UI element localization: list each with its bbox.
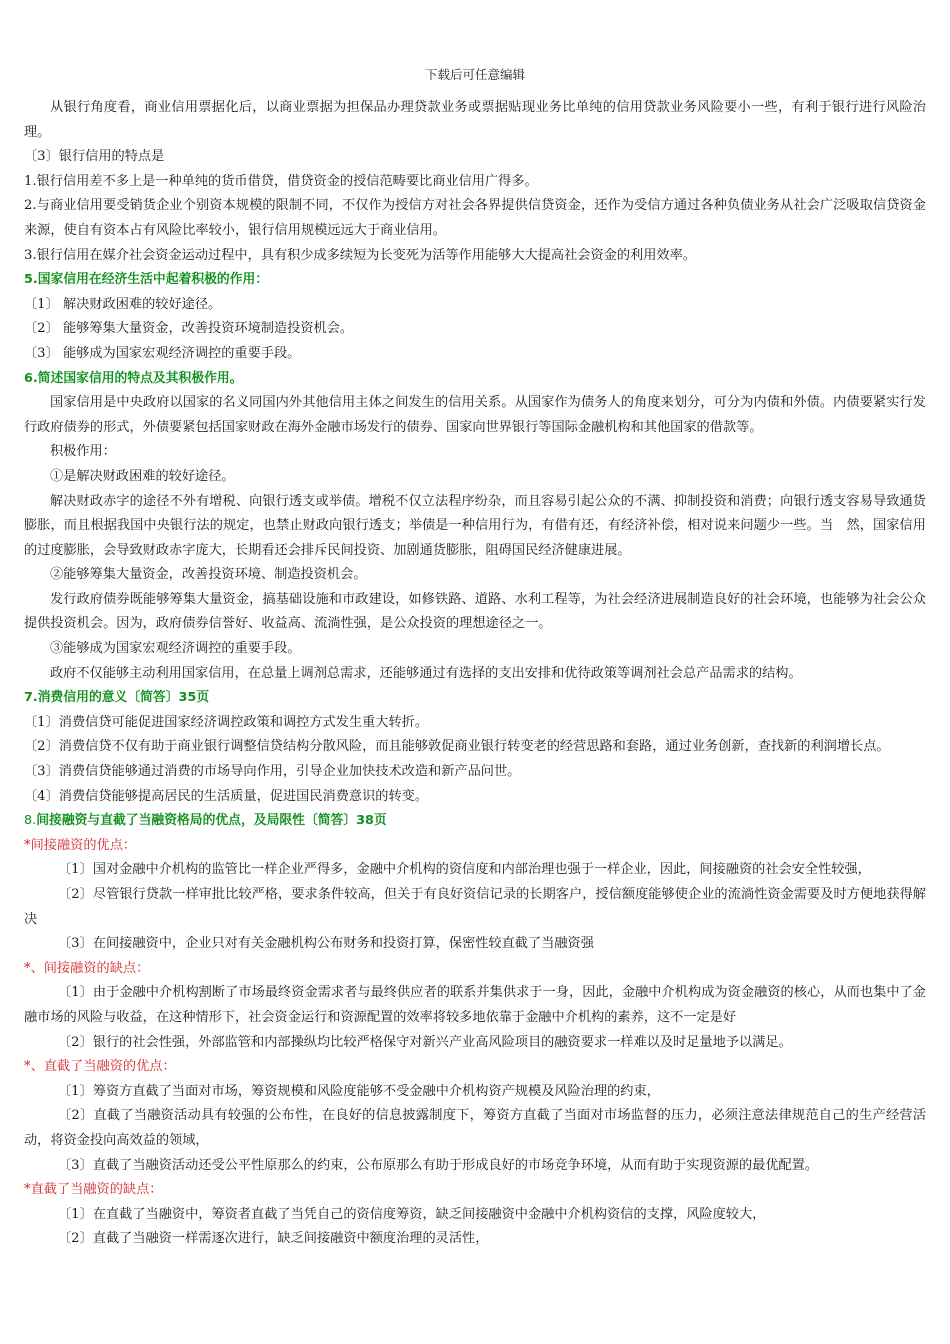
subheading-indirect-disadvantages: *、间接融资的缺点： [24,960,150,976]
list-item: 〔1〕由于金融中介机构割断了市场最终资金需求者与最终供应者的联系并集供求于一身，因此，金融中介机构成为资金融资的核心，从而也集中了金融市场的风险与收益，在这种情形下，社会资金运行和资源配置的效率将较多地依靠于金融中介机构的素养，这不一定是好 [24,985,926,1025]
section-heading-6: 6.简述国家信用的特点及其积极作用。 [24,370,243,386]
paragraph: ③能够成为国家宏观经济调控的重要手段。 [50,641,301,657]
subheading-direct-advantages: *、直截了当融资的优点： [24,1059,176,1075]
list-item: 〔3〕直截了当融资活动还受公平性原那么的约束，公布原那么有助于形成良好的市场竞争环境，从而有助于实现资源的最优配置。 [58,1157,819,1173]
list-item: 3.银行信用在媒介社会资金运动过程中，具有积少成多续短为长变死为活等作用能够大大提高社会资金的利用效率。 [24,247,696,263]
paragraph: 解决财政赤字的途径不外有增税、向银行透支或举债。增税不仅立法程序纷杂，而且容易引起公众的不满、抑制投资和消费；向银行透支容易导致通货膨胀，而且根据我国中央银行法的规定，也禁止财政向银行透支；举债是一种信用行为，有借有还，有经济补偿，相对说来问题少一些。当 然，国家信用的过度膨胀，会导致财政赤字庞大，长期看还会排斥民间投资、加剧通货膨胀，阻碍国民经济健康进展。 [24,493,926,558]
list-item: 〔1〕在直截了当融资中，筹资者直截了当凭自己的资信度筹资，缺乏间接融资中金融中介机构资信的支撑，风险度较大， [58,1206,766,1222]
list-item: 1.银行信用差不多上是一种单纯的货币借贷，借贷资金的授信范畴要比商业信用广得多。 [24,173,538,189]
subheading-direct-disadvantages: *直截了当融资的缺点： [24,1182,163,1198]
paragraph: ②能够筹集大量资金，改善投资环境、制造投资机会。 [50,567,367,583]
list-item: 〔3〕 能够成为国家宏观经济调控的重要手段。 [24,345,301,361]
list-item: 〔1〕筹资方直截了当面对市场，筹资规模和风险度能够不受金融中介机构资产规模及风险治理的约束， [58,1083,660,1099]
list-item: 〔2〕消费信贷不仅有助于商业银行调整信贷结构分散风险，而且能够敦促商业银行转变老的经营思路和套路，通过业务创新，查找新的利润增长点。 [24,739,890,755]
section-heading-text: 间接融资与直截了当融资格局的优点，及局限性〔简答〕38页 [36,813,387,829]
paragraph: 从银行角度看，商业信用票据化后，以商业票据为担保品办理贷款业务或票据贴现业务比单纯的信用贷款业务风险要小一些，有利于银行进行风险治理。 [24,100,926,140]
paragraph: 国家信用是中央政府以国家的名义同国内外其他信用主体之间发生的信用关系。从国家作为债务人的角度来划分，可分为内债和外债。内债要紧实行发行政府债券的形式，外债要紧包括国家财政在海外金融市场发行的债券、国家向世界银行等国际金融机构和其他国家的借款等。 [24,395,926,435]
list-item: 〔1〕国对金融中介机构的监管比一样企业严得多，金融中介机构的资信度和内部治理也强于一样企业，因此，间接融资的社会安全性较强， [58,862,871,878]
list-item: 〔4〕消费信贷能够提高居民的生活质量，促进国民消费意识的转变。 [24,788,429,804]
list-item: 〔3〕在间接融资中，企业只对有关金融机构公布财务和投资打算，保密性较直截了当融资强 [58,936,594,952]
list-item: 〔1〕消费信贷可能促进国家经济调控政策和调控方式发生重大转折。 [24,714,429,730]
section-number: 8. [24,813,37,829]
list-item: 2.与商业信用要受销货企业个别资本规模的限制不同，不仅作为授信方对社会各界提供信贷资金，还作为受信方通过各种负债业务从社会广泛吸取信贷资金来源，使自有资本占有风险比率较小，银行信用规模远远大于商业信用。 [24,198,926,238]
list-item: 〔2〕银行的社会性强，外部监管和内部操纵均比较严格保守对新兴产业高风险项目的融资要求一样难以及时足量地予以满足。 [58,1034,792,1050]
list-item: 〔2〕直截了当融资活动具有较强的公布性，在良好的信息披露制度下，筹资方直截了当面对市场监督的压力，必须注意法律规范自己的生产经营活动，将资金投向高效益的领域， [24,1108,926,1148]
subheading-indirect-advantages: *间接融资的优点： [24,837,137,853]
section-subtitle: 〔3〕银行信用的特点是 [24,149,165,165]
section-heading-5: 5.国家信用在经济生活中起着积极的作用： [24,272,269,288]
list-item: 〔2〕 能够筹集大量资金，改善投资环境制造投资机会。 [24,321,354,337]
list-item: 〔2〕尽管银行贷款一样审批比较严格，要求条件较高，但关于有良好资信记录的长期客户，授信额度能够使企业的流淌性资金需要及时方便地获得解决 [24,887,926,927]
section-heading-8 [24,809,926,834]
paragraph: ①是解决财政困难的较好途径。 [50,468,235,484]
paragraph: 积极作用： [50,444,116,460]
page-header: 下载后可任意编辑 [424,67,525,82]
list-item: 〔1〕 解决财政困难的较好途径。 [24,296,222,312]
list-item: 〔2〕直截了当融资一样需逐次进行，缺乏间接融资中额度治理的灵活性， [58,1231,489,1247]
list-item: 〔3〕消费信贷能够通过消费的市场导向作用，引导企业加快技术改造和新产品问世。 [24,764,521,780]
paragraph: 发行政府债券既能够筹集大量资金，搞基础设施和市政建设，如修铁路、道路、水利工程等，为社会经济进展制造良好的社会环境，也能够为社会公众提供投资机会。因为，政府债券信誉好、收益高、流淌性强，是公众投资的理想途径之一。 [24,591,926,632]
document-body [24,96,926,1252]
section-heading-7: 7.消费信用的意义〔简答〕35页 [24,690,210,706]
paragraph: 政府不仅能够主动利用国家信用，在总量上调剂总需求，还能够通过有选择的支出安排和优待政策等调剂社会总产品需求的结构。 [50,665,802,681]
